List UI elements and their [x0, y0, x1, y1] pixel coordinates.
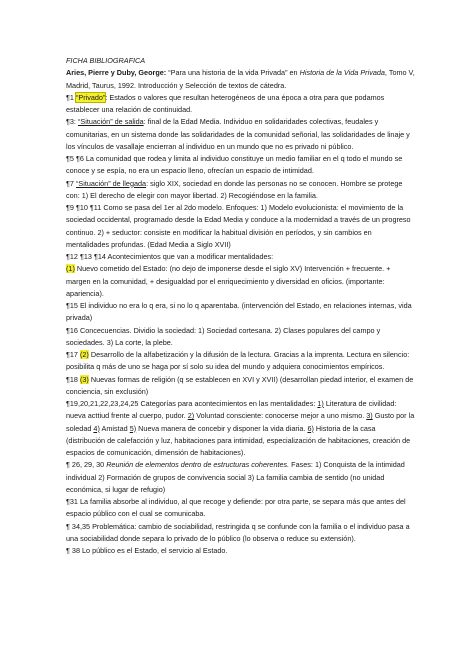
authors: Aries, Pierre y Duby, George: — [66, 68, 167, 78]
paragraph-38: ¶ 38 Lo público es el Estado, el servicio al Estado. — [66, 546, 228, 555]
paragraph-12: (1) Nuevo cometido del Estado: (no dejo de imponerse desde el siglo XV) Intervención + frecuente. + margen en la comunidad, + desigualdad por el enriquecimiento y diversidad en oficios. (importante: apariencia). — [66, 264, 391, 298]
highlighted-number-3: (3) — [79, 374, 89, 384]
bibliographic-reference — [66, 67, 416, 92]
underlined-term-llegada: “Situación” de llegada — [75, 178, 147, 188]
paragraph-34: ¶ 34,35 Problemática: cambio de sociabilidad, restringida q se confunde con la familia o el individuo pasa a una sociabilidad donde separa lo privado de lo público (lo observa o reduce su extensión). — [66, 521, 410, 543]
paragraph-12-heading: ¶12 ¶13 ¶14 Acontecimientos que van a modificar mentalidades: — [66, 252, 274, 261]
highlighted-number-2: (2) — [79, 350, 89, 359]
italic-phrase: Reunión de elementos dentro de estructuras coherentes. — [106, 460, 290, 470]
publication-details: , Tomo V, Madrid, Taurus, 1992. Introducción y Selección de textos de cátedra. — [66, 68, 415, 90]
paragraph-16: ¶16 Concecuencias. Dividio la sociedad: 1) Sociedad cortesana. 2) Clases populares del campo y sociedades. 3) La corte, la plebe. — [66, 325, 381, 347]
paragraph-15: ¶15 El individuo no era lo q era, si no lo q aparentaba. (intervención del Estado, en relaciones internas, vida privada) — [66, 301, 412, 323]
paragraph-3: ¶3: “Situación” de salida: final de la Edad Media. Individuo en solidaridades colectivas, feudales y comunitarias, en un sistema donde las solidaridades de la comunidad señorial, las solidaridades de linaje y los vínculos de vasallaje encierran al individuo en un mundo que no es privado ni público. — [66, 117, 410, 151]
paragraph-26: ¶ 26, 29, 30 Reunión de elementos dentro de estructuras coherentes. Fases: 1) Conquista de la intimidad individual 2) Formación de grupos de convivencia social 3) La familia cambia de sentido (no unidad económica, si lugar de refugio) — [66, 460, 405, 494]
article-title: “Para una historia de la vida Privada” en — [166, 68, 300, 78]
paragraph-7: ¶7 “Situación” de llegada: siglo XIX, sociedad en donde las personas no se conocen. Hombre se protege con: 1) El derecho de elegir con mayor libertad. 2) Recogiéndose en la familia. — [66, 178, 403, 200]
paragraph-9: ¶9 ¶10 ¶11 Como se pasa del 1er al 2do modelo. Enfoques: 1) Modelo evolucionista: el movimiento de la sociedad occidental, programado desde la Edad Media y conduce a la modernidad a través de un progreso continuo. 2) + seductor: consiste en modificar la habitual división en períodos, y sin cambios en mentalidades profundas. (Edad Media a Siglo XVII) — [66, 203, 411, 249]
highlighted-term-privado: “Privado” — [75, 92, 106, 102]
book-title: Historia de la Vida Privada — [299, 68, 385, 78]
highlighted-number-1: (1) — [66, 264, 75, 274]
paragraph-31: ¶31 La familia absorbe al individuo, al que recoge y defiende: por otra parte, se separa más que antes del espacio público con el cual se comunicaba. — [66, 497, 406, 519]
paragraph-1: ¶1 “Privado”: Estados o valores que resultan heterogéneos de una época a otra para que podamos establecer una relación de continuidad. — [66, 92, 385, 114]
paragraph-17: ¶17 (2) Desarrollo de la alfabetización y la difusión de la lectura. Gracias a la imprenta. Lectura en silencio: posibilita q más de uno se haga por sí solo su idea del mundo y adquiera conocimientos empíricos. — [66, 350, 410, 372]
paragraph-5: ¶5 ¶6 La comunidad que rodea y limita al individuo constituye un medio familiar en el q todo el mundo se conoce y se espía, no era un espacio lleno, ofrecían un espacio de intimidad. — [66, 154, 403, 176]
paragraph-18: ¶18 (3) Nuevas formas de religión (q se establecen en XVI y XVII) (desarrollan piedad interior, el examen de conciencia, sin exclusión) — [66, 374, 414, 396]
paragraph-19: ¶19,20,21,22,23,24,25 Categorías para acontecimientos en las mentalidades: 1) Literatura de civilidad: nueva acttiud frente al cuerpo, pudor. 2) Voluntad consciente: conocerse mejor a uno mismo. 3) Gusto por la soledad 4) Amistad 5) Nueva manera de concebir y disponer la vida diaria. 6) Historia de la casa (distribución de calefacción y luz, habitaciones para intimidad, especialización de habitaciones, creación de espacios de comunicación, dimensión de habitaciones). — [66, 399, 415, 457]
underlined-term-salida: “Situación” de salida — [77, 117, 144, 127]
paragraph-mark: ¶1 — [66, 92, 76, 102]
doc-title: FICHA BIBLIOGRAFICA — [66, 56, 146, 65]
document-body — [66, 55, 416, 557]
